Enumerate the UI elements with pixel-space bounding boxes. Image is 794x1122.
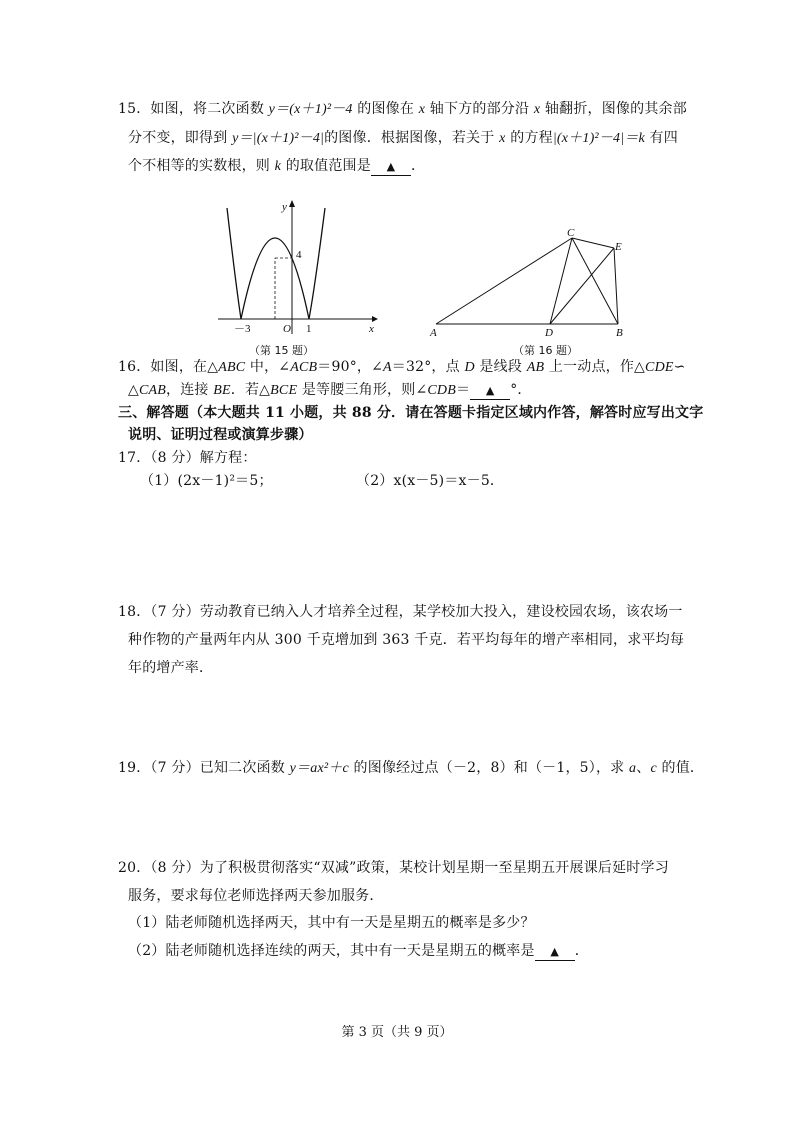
q17-number: 17． <box>118 450 151 466</box>
q16-var: ABC <box>218 360 246 375</box>
point-A-label: A <box>430 327 437 338</box>
tick-label-1: 1 <box>306 323 312 335</box>
segment-BE <box>614 248 618 324</box>
q19-var: c <box>650 761 657 776</box>
tick-label-neg3: －3 <box>234 323 251 335</box>
q15-formula: y＝(x＋1)²－4 <box>268 102 353 117</box>
tick-label-4: 4 <box>296 249 302 261</box>
section-3-heading: 说明、证明过程或演算步骤） <box>128 427 313 443</box>
q15-line-1 <box>118 99 687 120</box>
q16-text: ＝32°，点 <box>391 359 465 375</box>
segment-AC <box>436 238 572 324</box>
q18-text: （7 分）劳动教育已纳入人才培养全过程，某学校加大投入，建设校园农场，该农场一 <box>150 604 683 620</box>
q17-part-2-text: （2）x(x－5)＝x－5． <box>356 473 505 489</box>
q16-text: 中，∠ <box>245 359 291 375</box>
segment-CE <box>572 238 614 248</box>
q15-text: 的取值范围是 <box>281 158 371 174</box>
q15-text: 如图，将二次函数 <box>150 101 269 117</box>
q16-var: BE <box>213 383 231 398</box>
q19-var: a <box>629 761 637 776</box>
q20-part-2 <box>128 941 589 961</box>
q15-var: x <box>418 102 426 117</box>
q15-line-2 <box>128 128 678 149</box>
y-axis-arrow-icon <box>289 200 295 207</box>
q15-text: 轴翻折，图像的其余部 <box>540 101 687 117</box>
q16-line-2 <box>128 380 532 401</box>
q15-text: 的方程 <box>505 130 553 146</box>
figure-15-graph <box>212 196 382 346</box>
q19-text: 、 <box>636 760 651 776</box>
answer-blank[interactable] <box>535 943 575 961</box>
q20-part-1-text: （1）陆老师随机选择两天，其中有一天是星期五的概率是多少？ <box>128 915 535 931</box>
triangle-marker-icon: ▲ <box>550 945 560 958</box>
y-axis-label: y <box>282 201 287 213</box>
q20-text: ． <box>574 943 589 959</box>
q16-text: ，连接 <box>166 382 214 398</box>
q18-line-2 <box>128 630 684 650</box>
q15-text: ． <box>410 158 426 174</box>
point-D-label: D <box>545 327 553 338</box>
q15-var: x <box>533 102 541 117</box>
q18-number: 18． <box>118 604 151 620</box>
q16-line-1 <box>118 357 686 378</box>
abs-parabola-curve <box>227 208 325 319</box>
q16-var: AB <box>526 360 545 375</box>
q16-text: ＝90°，∠ <box>317 359 384 375</box>
point-B-label: B <box>616 327 623 338</box>
q20-line-2 <box>128 886 384 906</box>
q20-line-1 <box>118 858 669 878</box>
q20-part-1 <box>128 913 535 933</box>
q20-part-2-text: （2）陆老师随机选择连续的两天，其中有一天是星期五的概率是 <box>128 943 535 959</box>
q19-line-1 <box>118 758 704 779</box>
q16-text: 如图，在△ <box>150 359 219 375</box>
q16-text: ∽ <box>673 359 686 375</box>
figure-16-geometry <box>428 228 628 338</box>
q17-part-1 <box>140 471 273 491</box>
q16-number: 16． <box>118 359 151 375</box>
q18-line-1 <box>118 602 683 622</box>
q15-var: k <box>274 159 282 174</box>
section-3-heading: 三、解答题（本大题共 11 小题，共 88 分．请在答题卡指定区域内作答，解答时应写出文字 <box>118 405 704 421</box>
q17-line-1 <box>118 448 257 468</box>
q15-text: 轴下方的部分沿 <box>425 101 534 117</box>
q18-text: 种作物的产量两年内从 300 千克增加到 363 千克．若平均每年的增产率相同，求平均每 <box>128 632 685 648</box>
q16-text: 上一动点，作△ <box>544 359 646 375</box>
q16-var: BCE <box>270 383 298 398</box>
q16-var: CDE <box>645 360 674 375</box>
q15-line-3 <box>128 156 425 177</box>
q18-text: 年的增产率． <box>128 660 214 676</box>
point-E-label: E <box>615 241 622 253</box>
q15-number: 15． <box>118 101 151 117</box>
q16-text: ＝ <box>456 382 471 398</box>
page-footer: 第 3 页（共 9 页） <box>341 1025 453 1040</box>
triangle-marker-icon: ▲ <box>485 384 495 397</box>
q15-formula: y＝|(x＋1)²－4| <box>232 131 325 146</box>
q15-text: 有四 <box>644 130 678 146</box>
origin-label: O <box>283 323 291 335</box>
q15-formula: |(x＋1)²－4|＝k <box>552 131 645 146</box>
x-axis-arrow-icon <box>372 316 378 322</box>
q20-text: （8 分）为了积极贯彻落实“双减”政策，某校计划星期一至星期五开展课后延时学习 <box>150 860 669 876</box>
q17-part-2 <box>356 471 504 491</box>
q16-var: CDB <box>427 383 456 398</box>
q16-var: CAB <box>138 383 167 398</box>
answer-blank[interactable] <box>371 158 411 176</box>
q15-text: 的图像在 <box>352 101 419 117</box>
q17-part-1-text: （1）(2x－1)²＝5； <box>140 473 273 489</box>
q16-text: △ <box>128 382 139 398</box>
q16-var: D <box>464 360 475 375</box>
q19-number: 19． <box>118 760 151 776</box>
answer-blank[interactable] <box>470 382 510 400</box>
q16-var: ACB <box>290 360 318 375</box>
q16-text: 是线段 <box>474 359 527 375</box>
q19-text: （7 分）已知二次函数 <box>150 760 290 776</box>
triangle-marker-icon: ▲ <box>386 160 396 173</box>
q16-var: A <box>383 360 392 375</box>
q19-formula: y＝ax²＋c <box>289 761 349 776</box>
figure-15-caption: （第 15 题） <box>249 344 314 357</box>
q19-text: 的图像经过点（－2，8）和（－1，5），求 <box>348 760 630 776</box>
section-3-heading-line-2 <box>128 425 313 445</box>
q15-text: 分不变，即得到 <box>128 130 233 146</box>
figure-16-caption: （第 16 题） <box>513 344 578 357</box>
q19-text: 的值． <box>656 760 705 776</box>
q15-text: 个不相等的实数根，则 <box>128 158 275 174</box>
q16-text: °． <box>510 382 532 398</box>
q15-var: x <box>499 131 506 146</box>
q17-text: （8 分）解方程： <box>150 450 257 466</box>
q16-text: ．若△ <box>230 382 271 398</box>
x-axis-label: x <box>369 323 374 335</box>
q20-text: 服务，要求每位老师选择两天参加服务． <box>128 888 384 904</box>
q20-number: 20． <box>118 860 151 876</box>
point-C-label: C <box>567 228 575 239</box>
q16-text: 是等腰三角形，则∠ <box>297 382 428 398</box>
q18-line-3 <box>128 658 213 678</box>
section-3-heading-line-1 <box>118 403 703 423</box>
q15-text: 的图像．根据图像，若关于 <box>324 130 500 146</box>
